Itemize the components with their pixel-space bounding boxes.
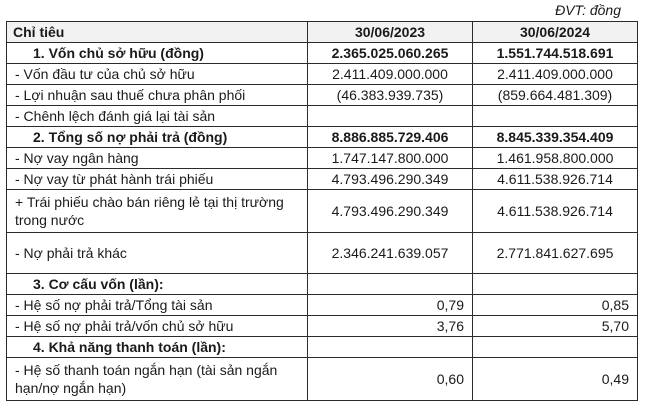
row-value-2024: 0,85 — [473, 295, 638, 316]
table-row — [7, 358, 638, 401]
row-label: - Hệ số thanh toán ngắn hạn (tài sản ngắn hạn/nợ ngắn hạn) — [7, 358, 308, 401]
table-row — [7, 233, 638, 274]
row-label: - Lợi nhuận sau thuế chưa phân phối — [7, 85, 308, 106]
row-value-2023: 0,79 — [308, 295, 473, 316]
row-label: + Trái phiếu chào bán riêng lẻ tại thị trường trong nước — [7, 190, 308, 233]
row-value-2023: 4.793.496.290.349 — [308, 169, 473, 190]
row-value-2024: 8.845.339.354.409 — [473, 127, 638, 148]
table-row — [7, 169, 638, 190]
row-label: - Hệ số nợ phải trả/Tổng tài sản — [7, 295, 308, 316]
row-value-2023 — [308, 274, 473, 295]
row-value-2023: 4.793.496.290.349 — [308, 190, 473, 233]
financial-table — [6, 21, 638, 401]
row-value-2024 — [473, 274, 638, 295]
row-value-2023: 2.411.409.000.000 — [308, 64, 473, 85]
row-label: - Nợ phải trả khác — [7, 233, 308, 274]
row-value-2024: 5,70 — [473, 316, 638, 337]
row-label: - Hệ số nợ phải trả/vốn chủ sở hữu — [7, 316, 308, 337]
table-row — [7, 43, 638, 64]
row-value-2024: 2.771.841.627.695 — [473, 233, 638, 274]
row-value-2024 — [473, 106, 638, 127]
row-value-2024: 1.461.958.800.000 — [473, 148, 638, 169]
table-row — [7, 274, 638, 295]
row-value-2024 — [473, 337, 638, 358]
row-value-2024: 2.411.409.000.000 — [473, 64, 638, 85]
row-value-2024: 1.551.744.518.691 — [473, 43, 638, 64]
table-row — [7, 127, 638, 148]
unit-note: ĐVT: đồng — [555, 2, 621, 18]
table-row — [7, 190, 638, 233]
row-label: - Chênh lệch đánh giá lại tài sản — [7, 106, 308, 127]
row-label-equity: 1. Vốn chủ sở hữu (đồng) — [7, 43, 308, 64]
row-value-2024: 4.611.538.926.714 — [473, 169, 638, 190]
row-value-2024: 0,49 — [473, 358, 638, 401]
row-value-2023: (46.383.939.735) — [308, 85, 473, 106]
row-label: - Nợ vay ngân hàng — [7, 148, 308, 169]
row-value-2023: 2.346.241.639.057 — [308, 233, 473, 274]
table-row — [7, 106, 638, 127]
header-label: Chỉ tiêu — [7, 22, 308, 43]
table-row — [7, 85, 638, 106]
row-value-2023: 0,60 — [308, 358, 473, 401]
row-value-2023: 8.886.885.729.406 — [308, 127, 473, 148]
table-row — [7, 337, 638, 358]
row-label-liabilities: 2. Tổng số nợ phải trả (đồng) — [7, 127, 308, 148]
row-value-2024: (859.664.481.309) — [473, 85, 638, 106]
header-date-2024: 30/06/2024 — [473, 22, 638, 43]
row-value-2023 — [308, 337, 473, 358]
table-row — [7, 64, 638, 85]
row-value-2023: 3,76 — [308, 316, 473, 337]
header-date-2023: 30/06/2023 — [308, 22, 473, 43]
row-label: - Vốn đầu tư của chủ sở hữu — [7, 64, 308, 85]
row-value-2023: 2.365.025.060.265 — [308, 43, 473, 64]
row-value-2023: 1.747.147.800.000 — [308, 148, 473, 169]
row-label: - Nợ vay từ phát hành trái phiếu — [7, 169, 308, 190]
table-row — [7, 316, 638, 337]
table-header-row — [7, 22, 638, 43]
row-value-2023 — [308, 106, 473, 127]
row-value-2024: 4.611.538.926.714 — [473, 190, 638, 233]
table-row — [7, 295, 638, 316]
row-label-solvency: 4. Khả năng thanh toán (lần): — [7, 337, 308, 358]
row-label-capital-structure: 3. Cơ cấu vốn (lần): — [7, 274, 308, 295]
table-row — [7, 148, 638, 169]
